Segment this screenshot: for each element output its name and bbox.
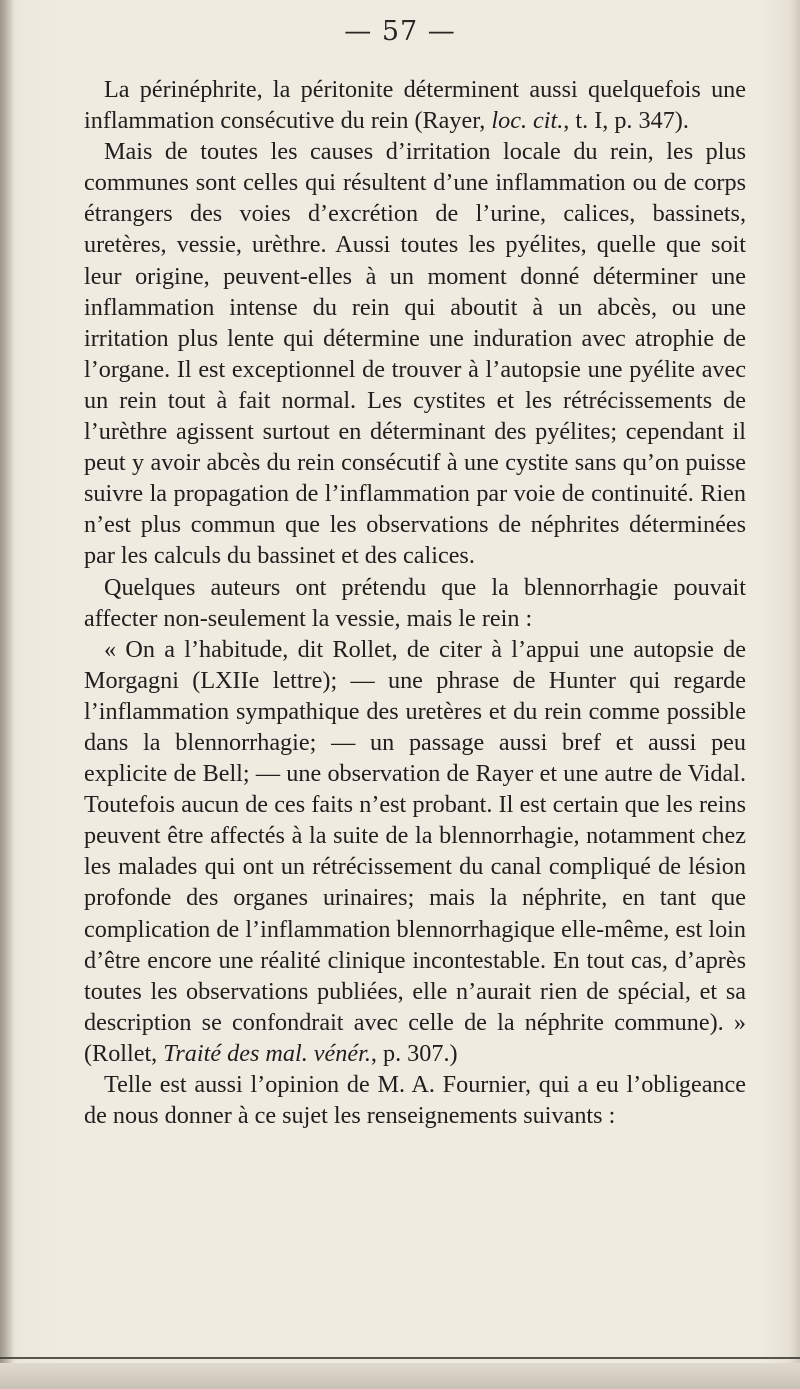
paragraph-causes-irritation xyxy=(84,136,746,571)
page-edge-line xyxy=(0,1357,800,1359)
page-number-header: — 57 — xyxy=(344,16,456,47)
text-run: , t. I, p. 347). xyxy=(563,107,689,135)
paragraph-perinephrite xyxy=(84,74,746,136)
page-spine-shadow xyxy=(0,0,14,1389)
text-run: Telle est aussi l’opinion de M. A. Fournier, qui a eu l’obligeance de nous donner à ce sujet les renseignements suivants : xyxy=(84,1071,746,1130)
body-text xyxy=(84,74,746,1131)
paragraph-blennorrhagie xyxy=(84,572,746,634)
paragraph-rollet-quote xyxy=(84,634,746,1069)
text-run: Mais de toutes les causes d’irritation locale du rein, les plus communes sont celles qui résultent d’une inflammation ou de corps étrangers des voies d’excrétion de l’urine, calices, bassinets, uretères, vessie, urèthre. Aussi toutes les pyélites, quelle que soit leur origine, peuvent-elles à un moment donné déterminer une inflammation intense du rein qui aboutit à un abcès, ou une irritation plus lente qui détermine une induration avec atrophie de l’organe. Il est exceptionnel de trouver à l’autopsie une pyélite avec un rein tout à fait normal. Les cystites et les rétrécissements de l’urèthre agissent surtout en déterminant des pyélites; cependant il peut y avoir abcès du rein consécutif à une cystite sans qu’on puisse suivre la propagation de l’inflammation par voie de continuité. Rien n’est plus commun que les observations de néphrites déterminées par les calculs du bassinet et des calices. xyxy=(84,138,746,570)
text-run: , p. 307.) xyxy=(370,1039,458,1067)
text-run: Quelques auteurs ont prétendu que la blennorrhagie pouvait affecter non-seulement la vessie, mais le rein : xyxy=(84,573,746,632)
citation-italic: loc. cit. xyxy=(491,107,564,135)
citation-italic: Traité des mal. vénér. xyxy=(163,1039,371,1067)
paragraph-fournier xyxy=(84,1069,746,1131)
text-run: La périnéphrite, la péritonite déterminent aussi quelquefois une inflammation consécutive du rein (Rayer, xyxy=(84,76,746,135)
text-run: « On a l’habitude, dit Rollet, de citer à l’appui une autopsie de Morgagni (LXIIe lettre); — une phrase de Hunter qui regarde l’inflammation sympathique des uretères et du rein comme possible dans la blennorrhagie; — un passage aussi bref et aussi peu explicite de Bell; — une observation de Rayer et une autre de Vidal. Toutefois aucun de ces faits n’est probant. Il est certain que les reins peuvent être affectés à la suite de la blennorrhagie, notamment chez les malades qui ont un rétrécissement du canal compliqué de lésion profonde des organes urinaires; mais la néphrite, en tant que complication de l’inflammation blennorrhagique elle-même, est loin d’être encore une réalité clinique incontestable. En tout cas, d’après toutes les observations publiées, elle n’aurait rien de spécial, et sa description se confondrait avec celle de la néphrite commune). » (Rollet, xyxy=(84,635,746,1067)
page-bottom-edge xyxy=(0,1363,800,1389)
